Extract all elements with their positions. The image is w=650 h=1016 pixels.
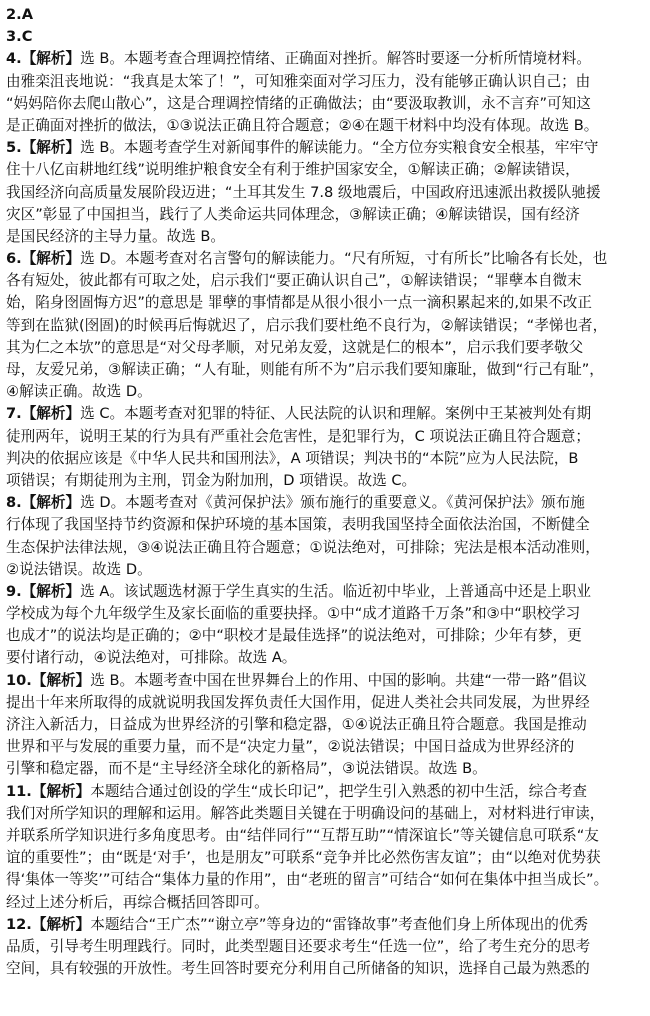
line-text: 是正确面对挫折的做法，①③说法正确且符合题意；②④在题干材料中均没有体现。故选 B。 (6, 116, 599, 134)
analysis-tag: 【解析】 (31, 671, 91, 689)
line-text: 学校成为每个九年级学生及家长面临的重要抉择。①中“成才道路千万条”和③中“职校学习 (6, 605, 581, 623)
line-text: 灾区”彰显了中国担当，践行了人类命运共同体理念，③解读正确；④解读错误，国有经济 (6, 205, 580, 223)
line-text: 是国民经济的主导力量。故选 B。 (6, 227, 225, 245)
analysis-tag: 【解析】 (21, 250, 81, 268)
analysis-tag: 【解析】 (21, 139, 81, 157)
question-number: 2. (6, 6, 22, 23)
explanation-line (6, 714, 646, 736)
line-text: 经过上述分析后，再综合概括回答即可。 (6, 893, 269, 911)
question-number: 5. (6, 139, 22, 157)
explanation-line (6, 137, 646, 159)
analysis-tag: 【解析】 (31, 782, 91, 800)
analysis-tag: 【解析】 (21, 50, 81, 68)
question-number: 8. (6, 494, 22, 512)
explanation-line (6, 115, 646, 137)
explanation-line (6, 847, 646, 869)
line-text: 得‘集体一等奖’”可结合“集体力量的作用”，由“老班的留言”可结合“如何在集体中担当成长”。 (6, 871, 609, 889)
explanation-line (6, 426, 646, 448)
explanation-line (6, 559, 646, 581)
line-text: 谊的重要性”；由“既是‘对手’，也是朋友”可联系“竞争并比必然伤害友谊”；由“以绝对优势获 (6, 849, 601, 867)
line-text: 引擎和稳定器，而不是“主导经济全球化的新格局”，③说法错误。故选 B。 (6, 760, 487, 778)
explanation-line (6, 159, 646, 181)
line-text: 住十八亿亩耕地红线”说明维护粮食安全有利于维护国家安全，①解读正确；②解读错误， (6, 161, 580, 179)
explanation-line (6, 448, 646, 470)
line-text: 我国经济向高质量发展阶段迈进；“土耳其发生 7.8 级地震后，中国政府迅速派出救援队驰援 (6, 183, 601, 201)
explanation-line (6, 803, 646, 825)
line-text: 我们对所学知识的理解和运用。解答此类题目关键在于明确设问的基础上，对材料进行审读， (6, 804, 605, 822)
explanation-line (6, 603, 646, 625)
explanation-line (6, 337, 646, 359)
question-number: 9. (6, 582, 22, 600)
line-text: 等到在监狱(囹圄)的时候再后悔就迟了，启示我们要杜绝不良行为，②解读错误；“孝悌也者， (6, 316, 608, 334)
line-text: 本题结合通过创设的学生“成长印记”，把学生引入熟悉的初中生活，综合考查 (90, 782, 587, 800)
short-answer-line (6, 4, 646, 26)
explanation-line (6, 359, 646, 381)
explanation-line (6, 71, 646, 93)
analysis-tag: 【解析】 (21, 582, 81, 600)
line-text: 提出十年来所取得的成就说明我国发挥负责任大国作用，促进人类社会共同发展，为世界经 (6, 693, 590, 711)
answer-document (6, 4, 646, 980)
explanation-line (6, 93, 646, 115)
line-text: 选 B。本题考查学生对新闻事件的解读能力。“全方位夯实粮食安全根基，牢牢守 (80, 139, 599, 157)
line-text: 要付诸行动，④说法绝对，可排除。故选 A。 (6, 649, 297, 667)
line-text: ②说法错误。故选 D。 (6, 560, 152, 578)
answer-letter: A (21, 6, 33, 23)
line-text: “妈妈陪你去爬山散心”，这是合理调控情绪的正确做法；由“要汲取教训，永不言弃”可知这 (6, 94, 591, 112)
explanation-line (6, 825, 646, 847)
line-text: 行体现了我国坚持节约资源和保护环境的基本国策，表明我国坚持全面依法治国，不断健全 (6, 516, 590, 534)
explanation-line (6, 781, 646, 803)
analysis-tag: 【解析】 (21, 405, 81, 423)
explanation-line (6, 204, 646, 226)
line-text: 世界和平与发展的重要力量，而不是“决定力量”，②说法错误；中国日益成为世界经济的 (6, 738, 575, 756)
explanation-line (6, 581, 646, 603)
explanation-line (6, 315, 646, 337)
explanation-line (6, 403, 646, 425)
explanation-line (6, 958, 646, 980)
line-text: 选 B。本题考查中国在世界舞台上的作用、中国的影响。共建“一带一路”倡议 (90, 671, 588, 689)
question-number: 10. (6, 671, 32, 689)
explanation-line (6, 470, 646, 492)
line-text: 各有短处，彼此都有可取之处，启示我们“要正确认识自己”，①解读错误；“罪孽本自微末 (6, 272, 582, 290)
explanation-line (6, 914, 646, 936)
explanation-line (6, 182, 646, 204)
explanation-line (6, 758, 646, 780)
explanation-line (6, 692, 646, 714)
question-number: 6. (6, 250, 22, 268)
question-number: 7. (6, 405, 22, 423)
explanation-line (6, 647, 646, 669)
explanation-line (6, 670, 646, 692)
explanation-line (6, 248, 646, 270)
question-number: 12. (6, 915, 32, 933)
explanation-line (6, 270, 646, 292)
explanation-line (6, 869, 646, 891)
explanation-line (6, 292, 646, 314)
line-text: ④解读正确。故选 D。 (6, 383, 152, 401)
line-text: 选 B。本题考查合理调控情绪、正确面对挫折。解答时要逐一分析所情境材料。 (80, 50, 591, 68)
explanation-line (6, 892, 646, 914)
line-text: 始，陷身囹圄悔方迟”的意思是 罪孽的事情都是从很小很小一点一滴积累起来的,如果不改正 (6, 294, 592, 312)
explanation-line (6, 537, 646, 559)
analysis-tag: 【解析】 (21, 494, 81, 512)
explanation-line (6, 625, 646, 647)
line-text: 选 D。本题考查对名言警句的解读能力。“尺有所短，寸有所长”比喻各有长处，也 (80, 250, 608, 268)
line-text: 选 D。本题考查对《黄河保护法》颁布施行的重要意义。《黄河保护法》颁布施 (80, 494, 585, 512)
explanation-line (6, 381, 646, 403)
line-text: 并联系所学知识进行多角度思考。由“结伴同行”“互帮互助”“情深谊长”等关键信息可联系“友 (6, 826, 599, 844)
line-text: 生态保护法律法规，③④说法正确且符合题意；①说法绝对，可排除；宪法是根本活动准则， (6, 538, 600, 556)
explanation-line (6, 514, 646, 536)
explanation-line (6, 226, 646, 248)
answer-letter: C (21, 28, 33, 46)
line-text: 由雅栾沮丧地说：“我真是太笨了！”，可知雅栾面对学习压力，没有能够正确认识自己；由 (6, 72, 591, 90)
line-text: 本题结合“王广杰”“谢立亭”等身边的“雷锋故事”考查他们身上所体现出的优秀 (90, 915, 589, 933)
question-number: 4. (6, 50, 22, 68)
explanation-line (6, 492, 646, 514)
line-text: 其为仁之本欤”的意思是“对父母孝顺，对兄弟友爱，这就是仁的根本”，启示我们要孝敬父 (6, 338, 584, 356)
line-text: 也成才”的说法均是正确的；②中“职校才是最佳选择”的说法绝对，可排除；少年有梦，更 (6, 627, 582, 645)
question-number: 11. (6, 782, 32, 800)
line-text: 徒刑两年，说明王某的行为具有严重社会危害性，是犯罪行为，C 项说法正确且符合题意； (6, 427, 590, 445)
line-text: 品质，引导考生明理践行。同时，此类型题目还要求考生“任选一位”，给了考生充分的思考 (6, 937, 591, 955)
explanation-line (6, 936, 646, 958)
short-answer-line (6, 26, 646, 48)
line-text: 空间，具有较强的开放性。考生回答时要充分利用自己所储备的知识，选择自己最为熟悉的 (6, 960, 590, 978)
explanation-line (6, 736, 646, 758)
line-text: 济注入新活力，日益成为世界经济的引擎和稳定器，①④说法正确且符合题意。我国是推动 (6, 716, 587, 733)
line-text: 选 A。该试题选材源于学生真实的生活。临近初中毕业，上普通高中还是上职业 (80, 582, 591, 600)
line-text: 项错误；有期徒刑为主刑，罚金为附加刑，D 项错误。故选 C。 (6, 471, 417, 489)
analysis-tag: 【解析】 (31, 915, 91, 933)
line-text: 母，友爱兄弟，③解读正确；“人有耻，则能有所不为”启示我们要知廉耻，做到“行己有耻”， (6, 361, 604, 378)
explanation-line (6, 48, 646, 70)
line-text: 选 C。本题考查对犯罪的特征、人民法院的认识和理解。案例中王某被判处有期 (80, 405, 592, 423)
line-text: 判决的依据应该是《中华人民共和国刑法》，A 项错误；判决书的“本院”应为人民法院，B (6, 449, 579, 467)
question-number: 3. (6, 28, 22, 46)
